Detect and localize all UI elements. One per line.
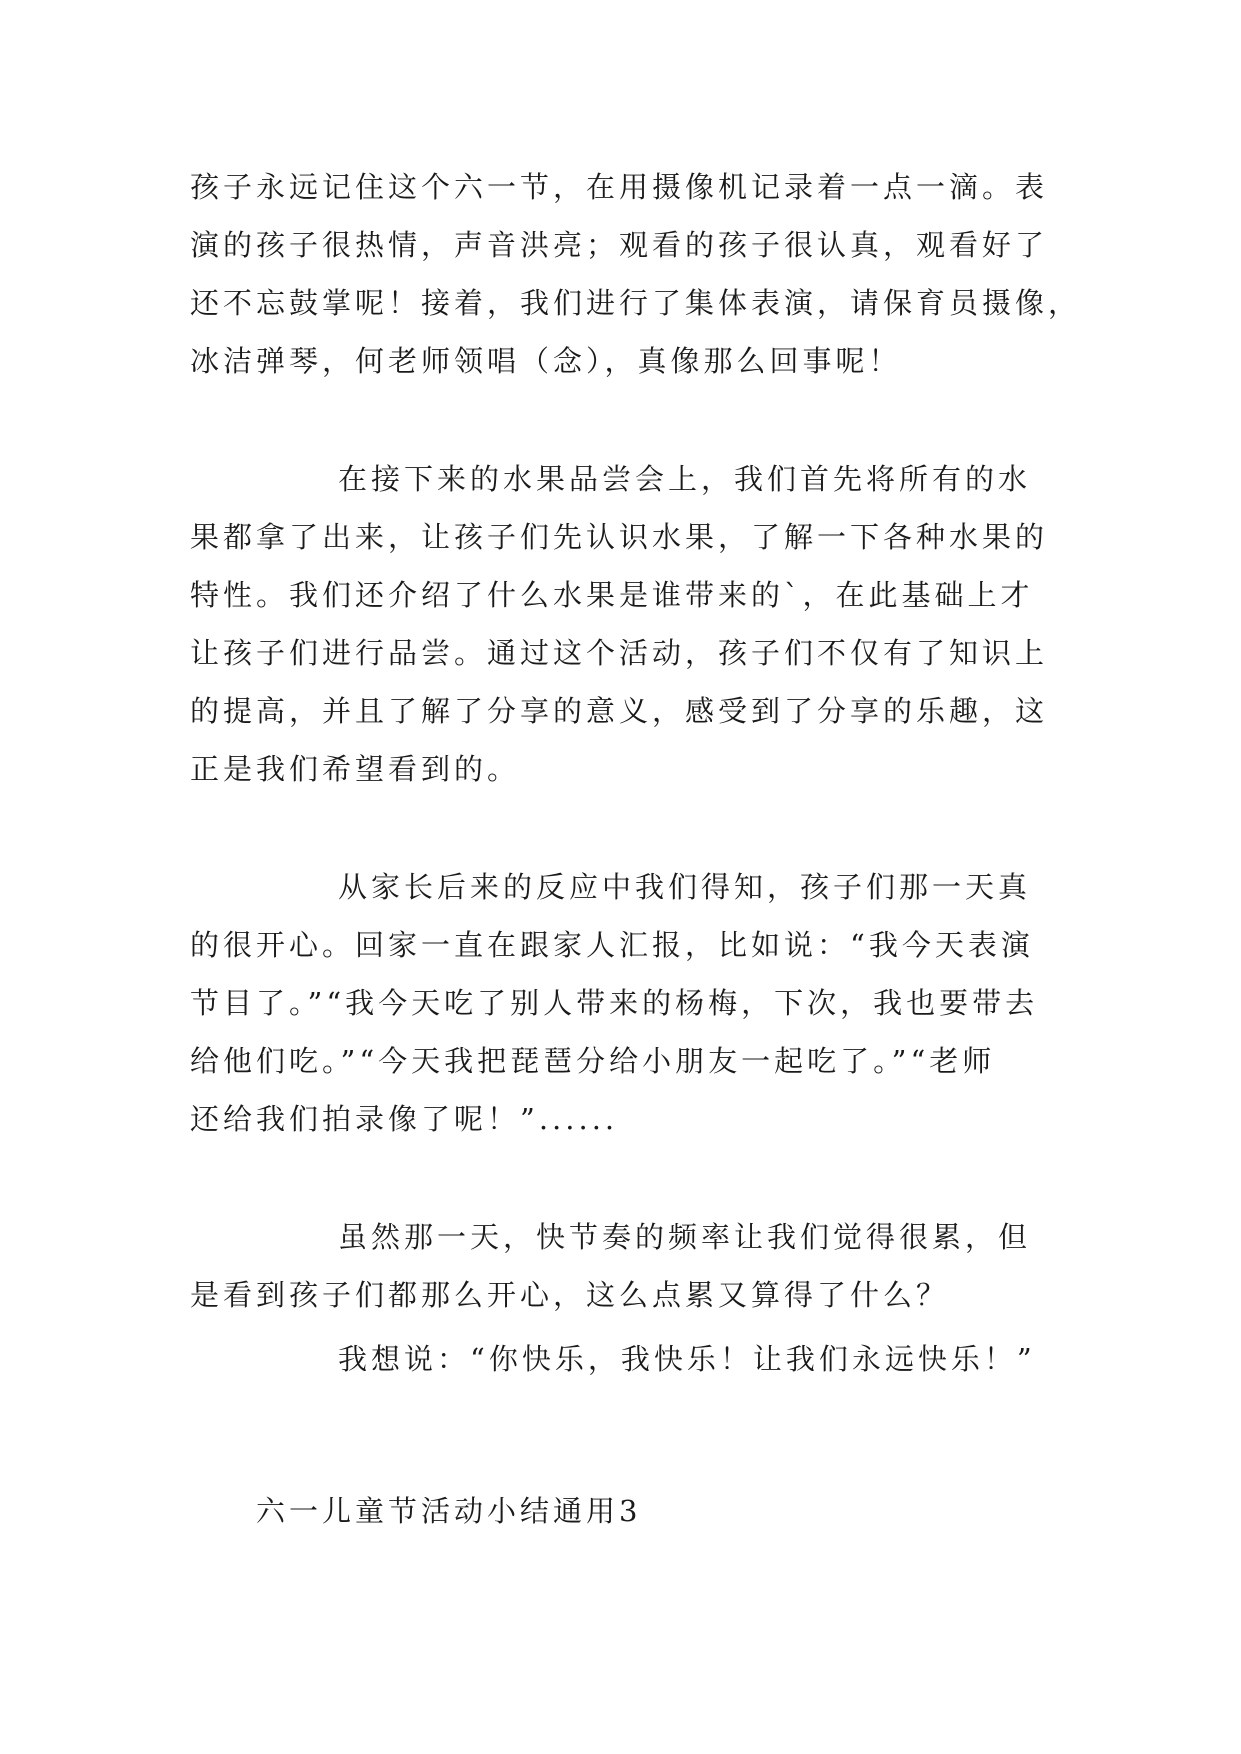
paragraph-line: 的提高，并且了解了分享的意义，感受到了分享的乐趣，这 bbox=[190, 694, 1049, 728]
paragraph-line: 给他们吃。”“今天我把琵琶分给小朋友一起吃了。”“老师 bbox=[190, 1044, 996, 1078]
paragraph-closing-quote bbox=[190, 1330, 1060, 1388]
paragraph-line: 还给我们拍录像了呢！”...... bbox=[190, 1102, 619, 1136]
paragraph-line: 还不忘鼓掌呢！接着，我们进行了集体表演，请保育员摄像， bbox=[190, 286, 1082, 320]
paragraph-line: 果都拿了出来，让孩子们先认识水果，了解一下各种水果的 bbox=[190, 520, 1049, 554]
paragraph-line: 让孩子们进行品尝。通过这个活动，孩子们不仅有了知识上 bbox=[190, 636, 1049, 670]
section-heading: 六一儿童节活动小结通用3 bbox=[256, 1494, 642, 1528]
paragraph-line: 冰洁弹琴，何老师领唱（念），真像那么回事呢！ bbox=[190, 344, 902, 378]
paragraph-line: 节目了。”“我今天吃了别人带来的杨梅，下次，我也要带去 bbox=[190, 986, 1039, 1020]
paragraph-line: 演的孩子很热情，声音洪亮；观看的孩子很认真，观看好了 bbox=[190, 228, 1049, 262]
paragraph-line: 特性。我们还介绍了什么水果是谁带来的`，在此基础上才 bbox=[190, 578, 1034, 612]
paragraph-line: 从家长后来的反应中我们得知，孩子们那一天真 bbox=[338, 870, 1032, 904]
paragraph-line: 虽然那一天，快节奏的频率让我们觉得很累，但 bbox=[338, 1220, 1032, 1254]
paragraph-line: 我想说：“你快乐，我快乐！让我们永远快乐！” bbox=[338, 1342, 1036, 1376]
paragraph-parent-feedback bbox=[190, 858, 1060, 1148]
paragraph-reflection bbox=[190, 1208, 1060, 1324]
paragraph-line: 是看到孩子们都那么开心，这么点累又算得了什么？ bbox=[190, 1278, 950, 1312]
paragraph-fruit-tasting bbox=[190, 450, 1060, 798]
paragraph-line: 在接下来的水果品尝会上，我们首先将所有的水 bbox=[338, 462, 1032, 496]
paragraph-line: 孩子永远记住这个六一节，在用摄像机记录着一点一滴。表 bbox=[190, 170, 1049, 204]
paragraph-performance bbox=[190, 158, 1082, 390]
paragraph-line: 的很开心。回家一直在跟家人汇报，比如说：“我今天表演 bbox=[190, 928, 1034, 962]
paragraph-line: 正是我们希望看到的。 bbox=[190, 752, 521, 786]
